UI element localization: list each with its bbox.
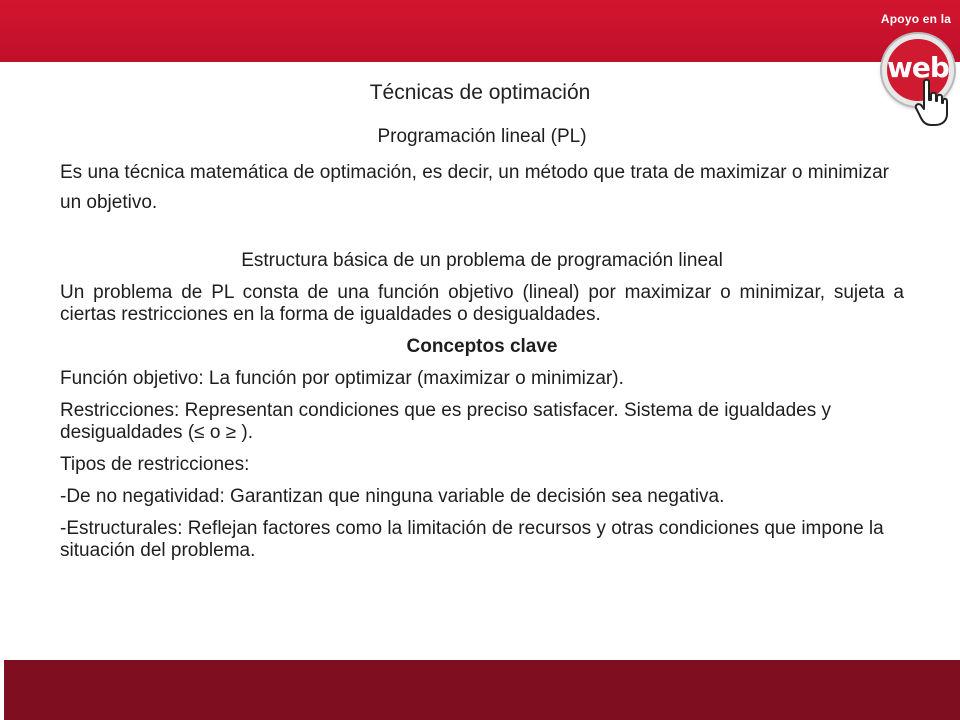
subtitle: Programación lineal (PL) bbox=[377, 126, 587, 147]
apoyo-web-logo bbox=[872, 6, 960, 130]
concept-item: -De no negatividad: Garantizan que ninguna variable de decisión sea negativa. bbox=[60, 486, 725, 507]
concept-item: -Estructurales: Reflejan factores como la limitación de recursos y otras condiciones que impone la situación del problema. bbox=[60, 518, 884, 561]
logo-word: web bbox=[887, 51, 949, 84]
logo-caption: Apoyo en la bbox=[880, 12, 952, 26]
slide-content bbox=[60, 126, 904, 562]
structure-heading: Estructura básica de un problema de programación lineal bbox=[241, 250, 723, 271]
footer-band bbox=[4, 660, 960, 720]
intro-paragraph: Es una técnica matemática de optimación, es decir, un método que trata de maximizar o minimizar un objetivo. bbox=[60, 162, 889, 213]
concept-item: Tipos de restricciones: bbox=[60, 454, 250, 475]
header-band bbox=[0, 0, 960, 62]
concept-item: Función objetivo: La función por optimizar (maximizar o minimizar). bbox=[60, 368, 624, 389]
slide-title: Técnicas de optimación bbox=[369, 81, 591, 104]
concept-item: Restricciones: Representan condiciones que es preciso satisfacer. Sistema de igualdades y desigualdades (≤ o ≥ ). bbox=[60, 400, 831, 443]
concepts-heading: Conceptos clave bbox=[406, 336, 558, 357]
structure-paragraph: Un problema de PL consta de una función objetivo (lineal) por maximizar o minimizar, sujeta a ciertas restricciones en la forma de igualdades o desigualdades. bbox=[60, 282, 904, 325]
